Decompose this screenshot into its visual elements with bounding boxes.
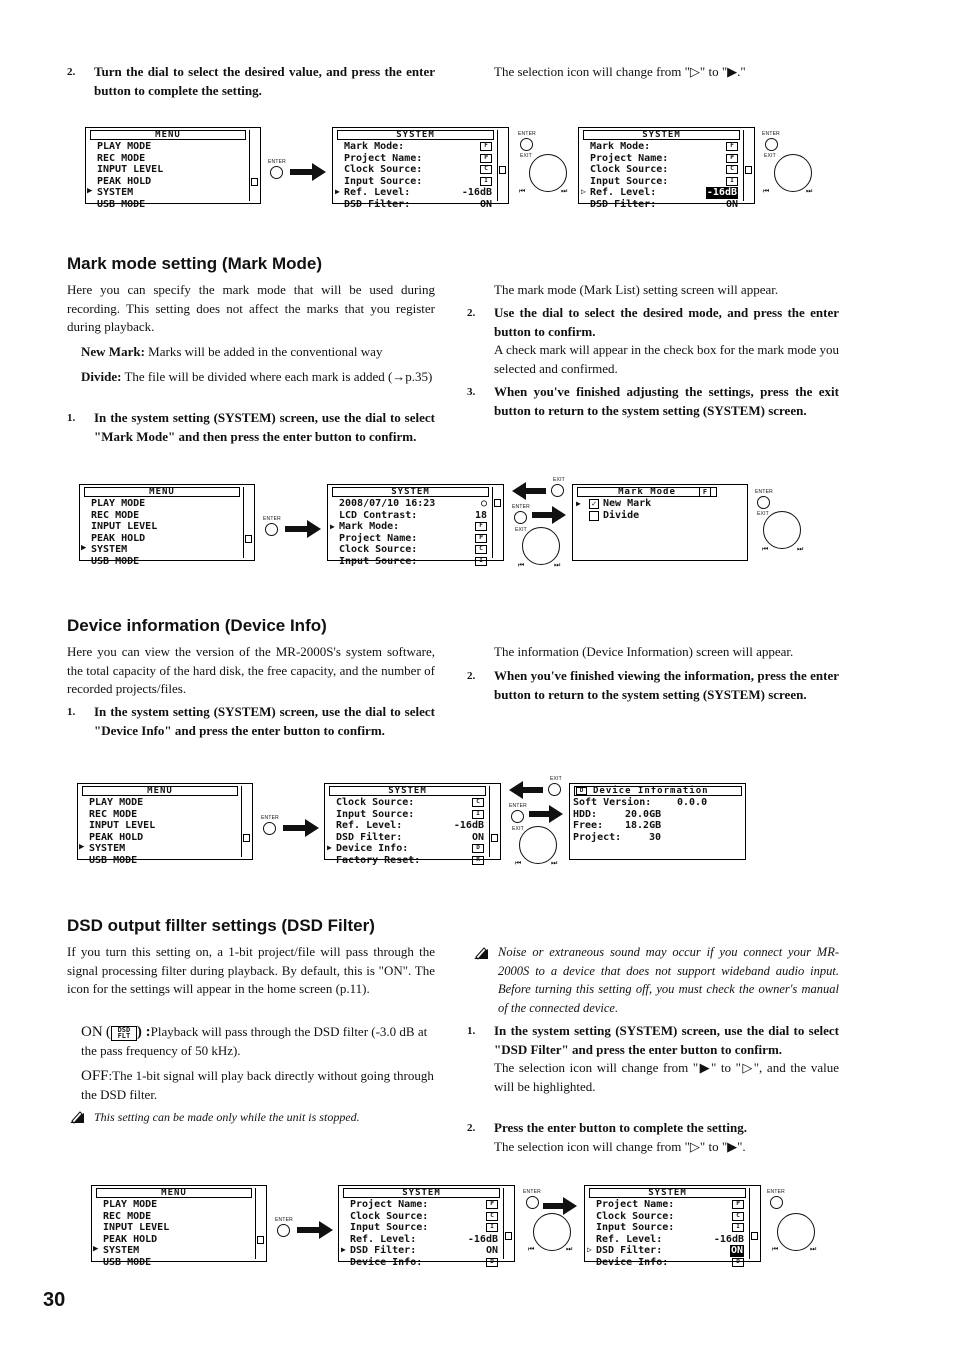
lcd-system-screen-b: [578, 127, 755, 210]
term: OFF: [81, 1068, 109, 1084]
section-heading-device-info: Device information (Device Info): [67, 616, 327, 635]
checkbox-empty-icon: [589, 511, 599, 521]
enter-label: ENTER: [263, 516, 281, 522]
arrow-left-icon: [512, 484, 546, 498]
dsd-off-definition: [81, 1067, 435, 1104]
cursor-icon: ▶: [327, 843, 332, 852]
mark-mode-step-2: 2. Use the dial to select the desired mode, and press the enter button to confirm. A check mark will appear in the check box for the mark mode you selected and confirmed.: [467, 305, 839, 376]
system-row: Ref. Level: -16dB: [344, 187, 492, 199]
skip-forward-icon: ⏭: [554, 561, 561, 569]
device-info-right-intro: The information (Device Information) screen will appear.: [494, 644, 794, 659]
scroll-thumb: [499, 166, 506, 174]
exit-label: EXIT: [764, 153, 776, 159]
skip-forward-icon: ⏭: [561, 187, 568, 195]
menu-item: INPUT LEVEL: [89, 820, 156, 832]
lcd-title: MENU: [84, 487, 240, 497]
exit-label: EXIT: [757, 511, 769, 517]
system-row: Clock Source: C: [336, 797, 484, 809]
top-right-text: The selection icon will change from "▷" to "▶.": [494, 64, 746, 79]
skip-forward-icon: ⏭: [797, 545, 804, 553]
arrow-right-icon: [285, 522, 321, 536]
scrollbar: [503, 1188, 512, 1259]
system-row: Input Source: I: [336, 809, 484, 821]
flag-icon: F: [699, 487, 711, 497]
mark-mode-step-1: 1. In the system setting (SYSTEM) screen, use the dial to select "Mark Mode" and then press the enter button to confirm.: [67, 410, 435, 444]
cursor-icon: ▶: [576, 499, 581, 508]
scrollbar: [249, 130, 258, 201]
cursor-icon: ▶: [93, 1244, 99, 1254]
system-row: DSD Filter: ON: [590, 198, 738, 210]
lcd-system-screen-a: [338, 1185, 515, 1268]
enter-label: ENTER: [275, 1217, 293, 1223]
lcd-title: SYSTEM: [337, 130, 494, 140]
exit-label: EXIT: [550, 776, 562, 782]
device-info-step-1: 1. In the system setting (SYSTEM) screen, use the dial to select "Device Info" and press the enter button to confirm.: [67, 704, 435, 738]
lcd-system-screen: [327, 484, 504, 567]
lcd-system-screen-b: [584, 1185, 761, 1268]
system-row: Clock Source: C: [339, 544, 487, 556]
cursor-icon: ▶: [335, 187, 340, 196]
skip-back-icon: ⏮: [515, 859, 522, 867]
divide-definition: [81, 368, 435, 387]
device-icon: D: [576, 787, 587, 795]
system-row: Project Name: P: [350, 1199, 498, 1211]
scrollbar: [497, 130, 506, 201]
menu-item: REC MODE: [91, 509, 140, 521]
step-text: Turn the dial to select the desired value, and press the enter button to complete the setting.: [94, 64, 435, 98]
lcd-title: SYSTEM: [343, 1188, 500, 1198]
section-heading-mark-mode: Mark mode setting (Mark Mode): [67, 254, 323, 273]
cursor-icon: ▶: [81, 543, 87, 553]
lcd-title: MENU: [82, 786, 238, 796]
lcd-menu-screen: [91, 1185, 267, 1268]
system-row: Project Name: P: [339, 533, 487, 545]
skip-back-icon: ⏮: [518, 561, 525, 569]
menu-item: SYSTEM: [97, 187, 134, 199]
arrow-right-icon: [532, 508, 566, 522]
dsd-step-1: 1. In the system setting (SYSTEM) screen, use the dial to select "DSD Filter" and press the enter button to confirm. The selection icon will change from "▶" to "▷", and the value will be highlighted.: [467, 1023, 839, 1094]
system-row: Ref. Level: -16dB: [590, 187, 737, 199]
dsd-filter-icon: DSD FLT: [111, 1026, 137, 1041]
lcd-device-info-screen: [569, 783, 746, 860]
enter-label: ENTER: [755, 489, 773, 495]
enter-button-icon: [757, 496, 770, 509]
lcd-title: SYSTEM: [583, 130, 740, 140]
system-row: Project Name: P: [590, 153, 738, 165]
enter-label: ENTER: [512, 504, 530, 510]
menu-item: REC MODE: [89, 808, 138, 820]
scrollbar: [255, 1188, 264, 1259]
scrollbar: [489, 786, 498, 857]
skip-back-icon: ⏮: [528, 1245, 535, 1253]
menu-item: SYSTEM: [103, 1245, 140, 1257]
exit-button-icon: [548, 783, 561, 796]
menu-item: PLAY MODE: [103, 1199, 158, 1210]
system-row: Input Source: I: [590, 176, 738, 188]
system-row: Project Name: P: [344, 153, 492, 165]
dsd-note-right: Noise or extraneous sound may occur if you connect your MR-2000S to a device that does not support wideband audio input. Before turning this setting off, you must check the owner's manual of the connected device.: [498, 945, 839, 1015]
device-info-step-2: 2. When you've finished viewing the information, press the enter button to return to the system setting (SYSTEM) screen.: [467, 668, 839, 702]
menu-item: SYSTEM: [91, 544, 128, 556]
exit-button-icon: [551, 484, 564, 497]
menu-item: INPUT LEVEL: [103, 1222, 170, 1234]
info-row: Soft Version: 0.0.0: [573, 797, 708, 808]
skip-back-icon: ⏮: [772, 1245, 779, 1253]
mark-mode-step-3: 3. When you've finished adjusting the settings, press the exit button to return to the system setting (SYSTEM) screen.: [467, 384, 839, 418]
lcd-system-screen: [324, 783, 501, 866]
info-row: HDD: 20.0GB: [573, 808, 662, 820]
menu-item: USB MODE: [97, 198, 146, 210]
system-row: Input Source: I: [344, 176, 492, 188]
dial-icon: [763, 511, 801, 549]
system-row: Input Source: I: [350, 1222, 498, 1234]
menu-item: PLAY MODE: [89, 797, 144, 808]
lcd-menu-screen: [85, 127, 261, 210]
mark-mode-option: New Mark: [603, 498, 652, 509]
skip-back-icon: ⏮: [763, 187, 770, 195]
mark-mode-right-intro: The mark mode (Mark List) setting screen will appear.: [494, 282, 779, 297]
enter-button-icon: [514, 511, 527, 524]
scrollbar: [749, 1188, 758, 1259]
dsd-step-2: 2. Press the enter button to complete the setting. The selection icon will change from "▷" to "▶".: [467, 1120, 747, 1154]
system-row: Device Info: D: [596, 1257, 744, 1269]
system-row: Project Name: P: [596, 1199, 744, 1211]
lcd-title: Device Information: [574, 786, 742, 796]
enter-button-icon: [765, 138, 778, 151]
menu-item: PEAK HOLD: [89, 831, 144, 843]
enter-label: ENTER: [261, 815, 279, 821]
system-row: Clock Source: C: [596, 1211, 744, 1223]
lcd-menu-screen: [77, 783, 253, 866]
exit-label: EXIT: [512, 826, 524, 832]
cursor-icon: ▷: [587, 1245, 592, 1254]
arrow-right-icon: [283, 821, 319, 835]
device-info-intro: Here you can view the version of the MR-2000S's system software, the total capacity of the hard disk, the free capacity, and the number of recorded projects/files.: [67, 644, 435, 696]
system-row: Device Info: D: [350, 1257, 498, 1269]
cursor-icon: ▷: [581, 187, 586, 196]
system-row: Mark Mode: F: [339, 521, 487, 533]
enter-button-icon: [277, 1224, 290, 1237]
menu-item: INPUT LEVEL: [97, 164, 164, 176]
exit-label: EXIT: [520, 153, 532, 159]
menu-item: PEAK HOLD: [91, 532, 146, 544]
mark-mode-intro: Here you can specify the mark mode that will be used during recording. This setting does not affect the marks that you register during playback.: [67, 282, 435, 334]
system-row: Input Source: I: [596, 1222, 744, 1234]
enter-label: ENTER: [523, 1189, 541, 1195]
skip-forward-icon: ⏭: [806, 187, 813, 195]
page-number: 30: [43, 1289, 66, 1311]
lcd-title: Mark Mode: [577, 487, 717, 497]
arrow-right-icon: [529, 807, 563, 821]
skip-back-icon: ⏮: [519, 187, 526, 195]
system-row: Ref. Level: -16dB: [350, 1233, 498, 1245]
cursor-icon: ▶: [341, 1245, 346, 1254]
lcd-title: SYSTEM: [329, 786, 486, 796]
lcd-title: SYSTEM: [589, 1188, 746, 1198]
enter-label: ENTER: [509, 803, 527, 809]
scrollbar: [241, 786, 250, 857]
system-row: Mark Mode: F: [590, 141, 738, 153]
lcd-title: MENU: [96, 1188, 252, 1198]
system-row: Input Source: I: [339, 556, 487, 568]
menu-item: PEAK HOLD: [103, 1233, 158, 1245]
note-pencil-icon: [69, 1110, 85, 1124]
definition: The file will be divided where each mark is added (→p.35): [124, 369, 433, 384]
section-heading-dsd-filter: DSD output fillter settings (DSD Filter): [67, 916, 375, 935]
arrow-right-icon: [290, 165, 326, 179]
system-row: Ref. Level: -16dB: [596, 1233, 744, 1245]
enter-button-icon: [265, 523, 278, 536]
info-row: Free: 18.2GB: [573, 820, 662, 832]
exit-label: EXIT: [553, 477, 565, 483]
system-row: DSD Filter: ON: [596, 1245, 743, 1257]
info-row: Project: 30: [573, 831, 662, 843]
skip-forward-icon: ⏭: [551, 859, 558, 867]
arrow-right-icon: [297, 1223, 333, 1237]
scrollbar: [492, 487, 501, 558]
dial-icon: [522, 527, 560, 565]
step-number: 2.: [67, 66, 76, 78]
system-row: LCD Contrast: 18: [339, 509, 487, 521]
enter-button-icon: [263, 822, 276, 835]
system-row: Clock Source: C: [590, 164, 738, 176]
lcd-menu-screen: [79, 484, 255, 567]
cursor-icon: ▶: [79, 842, 85, 852]
checkbox-checked-icon: ✓: [589, 499, 599, 509]
lcd-title: MENU: [90, 130, 246, 140]
cursor-icon: ▶: [87, 186, 93, 196]
lcd-title: SYSTEM: [332, 487, 489, 497]
system-row: Mark Mode: F: [344, 141, 492, 153]
new-mark-definition: [81, 343, 435, 362]
scroll-thumb: [745, 166, 752, 174]
exit-label: EXIT: [515, 527, 527, 533]
definition: Playback will pass through the DSD filter (-3.0 dB at the pass frequency of 50 kHz).: [81, 1024, 428, 1058]
menu-item: USB MODE: [91, 555, 140, 567]
dsd-intro: If you turn this setting on, a 1-bit project/file will pass through the signal processing filter during playback. By default, this is "ON". The icon for the settings will appear in the home screen (p.11).: [67, 944, 435, 996]
skip-back-icon: ⏮: [762, 545, 769, 553]
system-row: Factory Reset: R: [336, 855, 484, 867]
dsd-note-left: This setting can be made only while the unit is stopped.: [94, 1110, 360, 1124]
arrow-right-icon: [543, 1199, 577, 1213]
menu-item: REC MODE: [97, 152, 146, 164]
lcd-mark-mode-screen: [572, 484, 748, 561]
mark-mode-option: Divide: [603, 510, 640, 521]
scrollbar: [743, 130, 752, 201]
system-row: DSD Filter: ON: [344, 198, 492, 210]
enter-button-icon: [520, 138, 533, 151]
enter-label: ENTER: [767, 1189, 785, 1195]
system-row: Ref. Level: -16dB: [336, 820, 484, 832]
menu-item: PLAY MODE: [91, 498, 146, 509]
enter-label: ENTER: [268, 159, 286, 165]
note-pencil-icon: [473, 946, 489, 960]
system-row: 2008/07/10 16:23 ○: [339, 498, 487, 509]
lcd-system-screen-a: [332, 127, 509, 210]
skip-forward-icon: ⏭: [810, 1245, 817, 1253]
term: ON: [81, 1024, 103, 1040]
menu-item: USB MODE: [89, 854, 138, 866]
definition: Marks will be added in the conventional way: [148, 344, 383, 359]
arrow-left-icon: [509, 783, 543, 797]
scroll-thumb: [251, 178, 258, 186]
enter-label: ENTER: [518, 131, 536, 137]
enter-label: ENTER: [762, 131, 780, 137]
menu-item: SYSTEM: [89, 843, 126, 855]
menu-item: USB MODE: [103, 1256, 152, 1268]
system-row: Clock Source: C: [350, 1211, 498, 1223]
menu-item: PLAY MODE: [97, 141, 152, 152]
skip-forward-icon: ⏭: [566, 1245, 573, 1253]
enter-button-icon: [526, 1196, 539, 1209]
scrollbar: [243, 487, 252, 558]
system-row: Clock Source: C: [344, 164, 492, 176]
term: Divide:: [81, 369, 122, 384]
menu-item: REC MODE: [103, 1210, 152, 1222]
enter-button-icon: [511, 810, 524, 823]
menu-rows: [97, 141, 244, 211]
term: New Mark:: [81, 344, 145, 359]
menu-item: INPUT LEVEL: [91, 521, 158, 533]
system-row: DSD Filter: ON: [350, 1245, 498, 1257]
definition: :The 1-bit signal will play back directly without going through the DSD filter.: [81, 1068, 434, 1102]
cursor-icon: ▶: [330, 522, 335, 531]
system-row: Device Info: D: [336, 843, 484, 855]
dsd-on-definition: ON ( DSD FLT ) :Playback will pass through the DSD filter (-3.0 dB at the pass frequency of 50 kHz).: [81, 1024, 428, 1058]
system-row: DSD Filter: ON: [336, 831, 484, 843]
menu-item: PEAK HOLD: [97, 175, 152, 187]
top-step-2: [67, 63, 435, 100]
enter-button-icon: [770, 1196, 783, 1209]
enter-button-icon: [270, 166, 283, 179]
